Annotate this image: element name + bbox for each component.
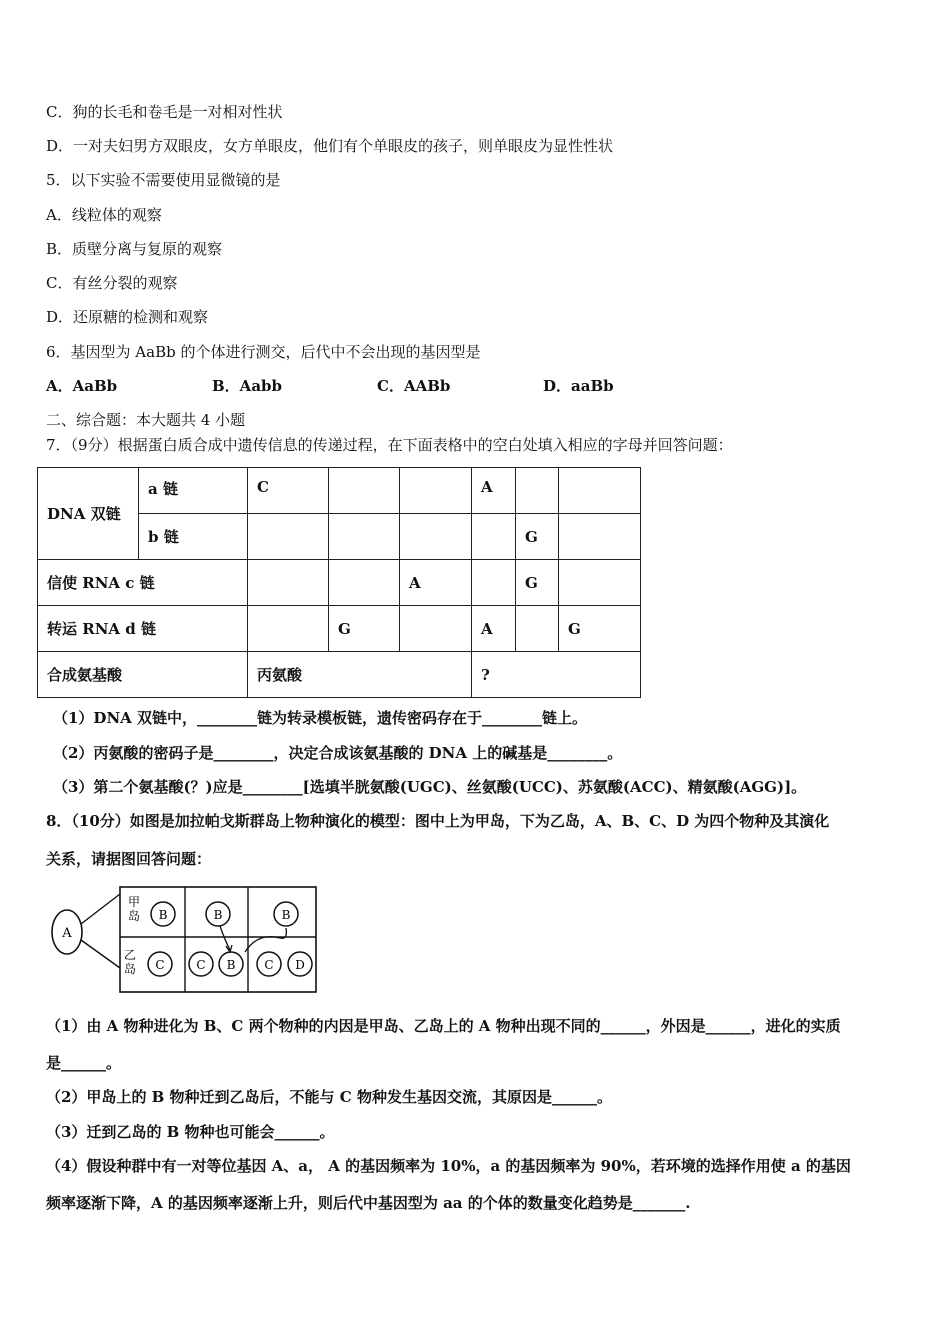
island-2-label-2: 岛 [124,962,137,976]
q6-stem: 6．基因型为 AaBb 的个体进行测交，后代中不会出现的基因型是 [46,343,481,361]
q4-option-d: D．一对夫妇男方双眼皮，女方单眼皮，他们有个单眼皮的孩子，则单眼皮为显性性状 [46,137,614,155]
table-row [38,652,641,698]
table-cell[interactable] [329,468,400,514]
species-label: C [155,958,165,972]
table-cell[interactable]: G [516,514,559,560]
branch-line [81,894,120,924]
island-2-label-1: 乙 [124,948,137,962]
table-cell[interactable] [559,468,641,514]
table-cell[interactable] [516,606,559,652]
table-cell[interactable] [400,468,472,514]
table-row [38,468,641,514]
q7-sub3: （3）第二个氨基酸(？)应是________[选填半胱氨酸(UGC)、丝氨酸(UCC)、苏氨酸(ACC)、精氨酸(AGG)]。 [53,778,807,796]
q7-sub1: （1）DNA 双链中，________链为转录模板链，遗传密码存在于________链上。 [53,709,588,727]
q6-option-a: A．AaBb [46,377,118,395]
table-cell[interactable] [472,514,516,560]
table-cell[interactable]: G [559,606,641,652]
table-cell[interactable] [248,560,329,606]
table-cell[interactable] [559,514,641,560]
migration-arrow [220,926,230,950]
table-cell[interactable]: C [248,468,329,514]
table-row [38,560,641,606]
table-cell[interactable]: A [472,606,516,652]
table-cell[interactable] [329,560,400,606]
q7-sub2: （2）丙氨酸的密码子是________，决定合成该氨基酸的 DNA 上的碱基是________。 [53,744,623,762]
species-label: B [158,908,168,922]
table-row [38,606,641,652]
species-label: D [295,958,305,972]
q4-option-c: C．狗的长毛和卷毛是一对相对性状 [46,103,283,121]
q5-option-a: A．线粒体的观察 [46,206,162,224]
amino-acid-label: 合成氨基酸 [38,652,248,698]
q7-stem: 7．（9分）根据蛋白质合成中遗传信息的传递过程，在下面表格中的空白处填入相应的字母并回答问题： [46,436,733,454]
q8-sub2: （2）甲岛上的 B 物种迁到乙岛后，不能与 C 物种发生基因交流，其原因是______。 [46,1088,612,1106]
table-cell[interactable]: A [400,560,472,606]
q5-option-d: D．还原糖的检测和观察 [46,308,209,326]
table-cell[interactable] [329,514,400,560]
d-chain-label: 转运 RNA d 链 [38,606,248,652]
q5-stem: 5．以下实验不需要使用显微镜的是 [46,171,281,189]
island-1-label-2: 岛 [128,909,141,923]
table-cell[interactable]: G [516,560,559,606]
species-label: B [281,908,291,922]
table-cell[interactable] [400,606,472,652]
c-chain-label: 信使 RNA c 链 [38,560,248,606]
table-cell[interactable] [248,606,329,652]
section-heading: 二、综合题：本大题共 4 小题 [46,411,246,429]
q5-option-b: B．质壁分离与复原的观察 [46,240,223,258]
q8-sub3: （3）迁到乙岛的 B 物种也可能会______。 [46,1123,335,1141]
q8-sub1-line2: 是______。 [46,1054,122,1072]
q6-option-d: D．aaBb [543,377,614,395]
species-label: C [196,958,206,972]
q8-sub4-line2: 频率逐渐下降，A 的基因频率逐渐上升，则后代中基因型为 aa 的个体的数量变化趋势是_______. [46,1194,691,1212]
amino-acid-1: 丙氨酸 [248,652,472,698]
table-cell[interactable]: G [329,606,400,652]
species-label: B [213,908,223,922]
gene-table [37,467,641,698]
island-1-label-1: 甲 [128,895,141,909]
q6-option-c: C．AABb [377,377,451,395]
table-cell[interactable] [516,468,559,514]
q8-sub1-line1: （1）由 A 物种进化为 B、C 两个物种的内因是甲岛、乙岛上的 A 物种出现不同的______，外因是______，进化的实质 [46,1017,841,1035]
q6-option-b: B．Aabb [212,377,283,395]
dna-label-cell: DNA 双链 [38,468,139,560]
table-cell[interactable] [472,560,516,606]
a-chain-label: a 链 [139,468,248,514]
table-cell[interactable]: A [472,468,516,514]
q8-stem-line2: 关系，请据图回答问题： [46,850,212,868]
species-label: C [264,958,274,972]
table-cell[interactable] [248,514,329,560]
q8-sub4-line1: （4）假设种群中有一对等位基因 A、a， A 的基因频率为 10%，a 的基因频率为 90%，若环境的选择作用使 a 的基因 [46,1157,851,1175]
q5-option-c: C．有丝分裂的观察 [46,274,178,292]
branch-line [81,940,120,968]
species-a-label: A [62,926,72,941]
b-chain-label: b 链 [139,514,248,560]
table-cell[interactable] [559,560,641,606]
q8-stem-line1: 8．（10分）如图是加拉帕戈斯群岛上物种演化的模型：图中上为甲岛，下为乙岛，A、B、C、D 为四个物种及其演化 [46,812,830,830]
table-cell[interactable] [400,514,472,560]
island-evolution-diagram [48,884,320,996]
migration-arrow [245,928,286,952]
species-label: B [226,958,236,972]
amino-acid-2[interactable]: ? [472,652,641,698]
